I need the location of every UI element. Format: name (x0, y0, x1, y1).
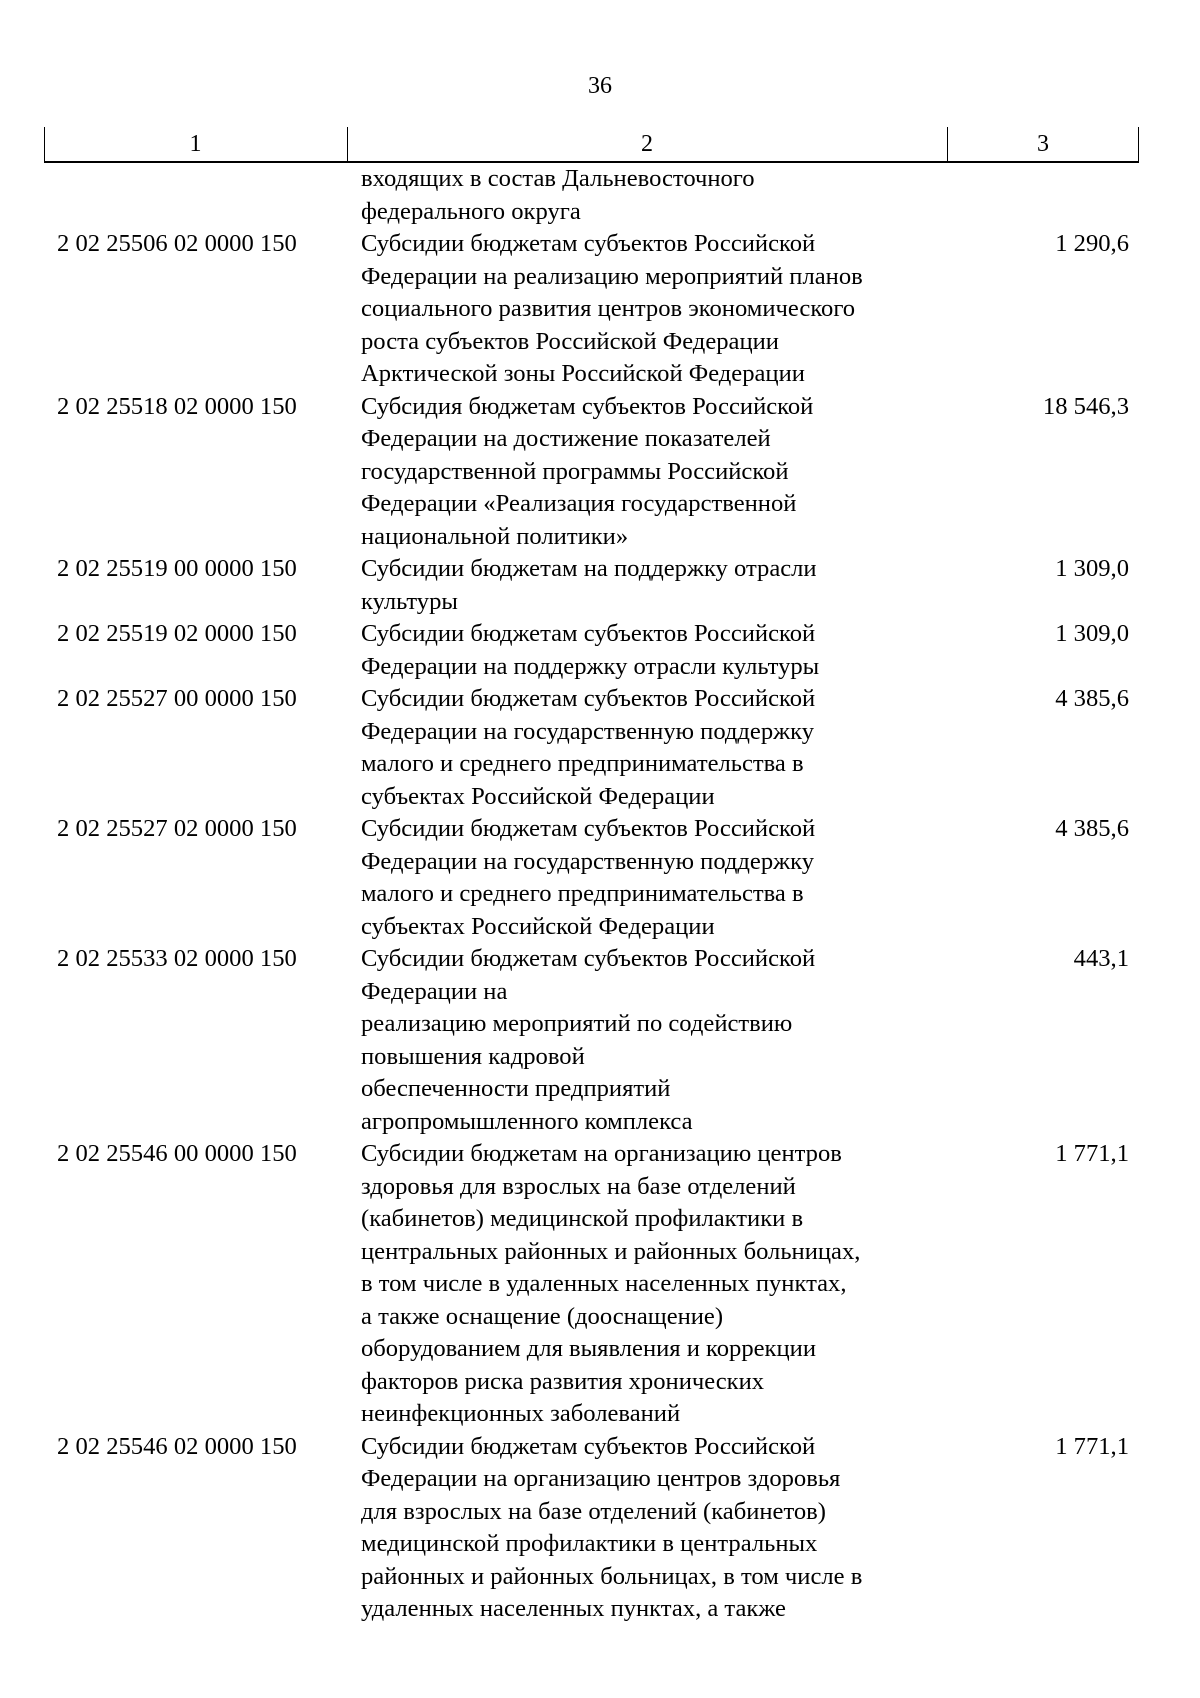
budget-code: 2 02 25519 00 0000 150 (57, 555, 297, 582)
amount: 1 309,0 (1055, 620, 1129, 647)
description-line: Арктической зоны Российской Федерации (361, 360, 805, 387)
description-line: обеспеченности предприятий (361, 1075, 671, 1102)
amount: 443,1 (1073, 945, 1129, 972)
header-col-1: 1 (189, 131, 202, 157)
description-line: Федерации «Реализация государственной (361, 490, 797, 517)
table-row (0, 1138, 1200, 1431)
description-line: в том числе в удаленных населенных пунктах, (361, 1270, 847, 1297)
table-row (0, 553, 1200, 618)
budget-code: 2 02 25518 02 0000 150 (57, 392, 297, 420)
description-line: национальной политики» (361, 522, 629, 550)
description (361, 391, 961, 554)
description-line: а также оснащение (дооснащение) (361, 1302, 724, 1330)
description-line: федерального округа (361, 197, 581, 225)
description (361, 683, 961, 813)
description-line: Федерации на достижение показателей (361, 425, 771, 452)
amount: 1 771,1 (1055, 1140, 1129, 1167)
description-line: малого и среднего предпринимательства в (361, 880, 804, 907)
description-line: Субсидии бюджетам на организацию центров (361, 1140, 842, 1167)
description-line: субъектах Российской Федерации (361, 782, 715, 810)
description-line: Субсидии бюджетам субъектов Российской (361, 230, 816, 257)
description-line: роста субъектов Российской Федерации (361, 327, 779, 355)
budget-code: 2 02 25546 02 0000 150 (57, 1432, 297, 1460)
description (361, 553, 961, 618)
description-line: Федерации на организацию центров здоровья (361, 1465, 841, 1492)
description-line: Федерации на государственную поддержку (361, 717, 815, 745)
amount: 18 546,3 (1042, 392, 1129, 420)
description-line: Федерации на реализацию мероприятий планов (361, 262, 863, 290)
description-line: Субсидии бюджетам субъектов Российской (361, 620, 816, 647)
description-line: (кабинетов) медицинской профилактики в (361, 1205, 804, 1232)
amount: 1 290,6 (1055, 230, 1129, 257)
description (361, 813, 961, 943)
description (361, 1431, 961, 1626)
header-divider-right (1138, 127, 1139, 161)
budget-code: 2 02 25527 00 0000 150 (57, 685, 297, 712)
description-line: районных и районных больницах, в том числе в (361, 1562, 863, 1590)
description-line: Субсидии бюджетам на поддержку отрасли (361, 555, 817, 582)
description-line: центральных районных и районных больницах, (361, 1237, 861, 1265)
description (361, 228, 961, 391)
description-line: медицинской профилактики в центральных (361, 1530, 818, 1557)
description-line: оборудованием для выявления и коррекции (361, 1335, 816, 1362)
amount: 1 309,0 (1055, 555, 1129, 582)
table-row (0, 1431, 1200, 1626)
amount: 4 385,6 (1055, 815, 1129, 842)
amount: 4 385,6 (1055, 685, 1129, 712)
header-col-3: 3 (1037, 131, 1049, 157)
table-header (44, 127, 1139, 163)
description-line: здоровья для взрослых на базе отделений (361, 1172, 796, 1200)
budget-code: 2 02 25546 00 0000 150 (57, 1140, 297, 1167)
description-line: Федерации на (361, 977, 508, 1005)
description-line: Федерации на поддержку отрасли культуры (361, 652, 820, 680)
description-line: удаленных населенных пунктах, а также (361, 1595, 786, 1622)
description-line: агропромышленного комплекса (361, 1107, 693, 1135)
description-line: неинфекционных заболеваний (361, 1400, 681, 1427)
description-line: входящих в состав Дальневосточного (361, 165, 755, 192)
table-row (0, 618, 1200, 683)
amount: 1 771,1 (1055, 1432, 1129, 1460)
description-line: социального развития центров экономического (361, 295, 856, 322)
description-line: субъектах Российской Федерации (361, 912, 715, 940)
description-line: Федерации на государственную поддержку (361, 847, 815, 875)
description (361, 1138, 961, 1431)
table-row (0, 391, 1200, 554)
page-number: 36 (588, 73, 612, 99)
description-line: Субсидия бюджетам субъектов Российской (361, 392, 814, 420)
description-line: повышения кадровой (361, 1042, 585, 1070)
description-line: Субсидии бюджетам субъектов Российской (361, 685, 816, 712)
budget-code: 2 02 25506 02 0000 150 (57, 230, 297, 257)
description (361, 163, 961, 228)
description-line: факторов риска развития хронических (361, 1367, 765, 1395)
table-row (0, 813, 1200, 943)
header-col-2: 2 (641, 131, 653, 157)
description (361, 943, 961, 1138)
description-line: малого и среднего предпринимательства в (361, 750, 804, 777)
description-line: государственной программы Российской (361, 457, 789, 485)
description (361, 618, 961, 683)
table-row (0, 683, 1200, 813)
budget-code: 2 02 25533 02 0000 150 (57, 945, 297, 972)
table-row (0, 163, 1200, 228)
table-body (0, 163, 1200, 1626)
description-line: Субсидии бюджетам субъектов Российской (361, 945, 816, 972)
budget-code: 2 02 25527 02 0000 150 (57, 815, 297, 842)
description-line: для взрослых на базе отделений (кабинетов) (361, 1497, 826, 1525)
table-row (0, 943, 1200, 1138)
budget-code: 2 02 25519 02 0000 150 (57, 620, 297, 647)
table-row (0, 228, 1200, 391)
description-line: Субсидии бюджетам субъектов Российской (361, 1432, 816, 1460)
description-line: культуры (361, 587, 458, 615)
description-line: Субсидии бюджетам субъектов Российской (361, 815, 816, 842)
description-line: реализацию мероприятий по содействию (361, 1010, 793, 1037)
